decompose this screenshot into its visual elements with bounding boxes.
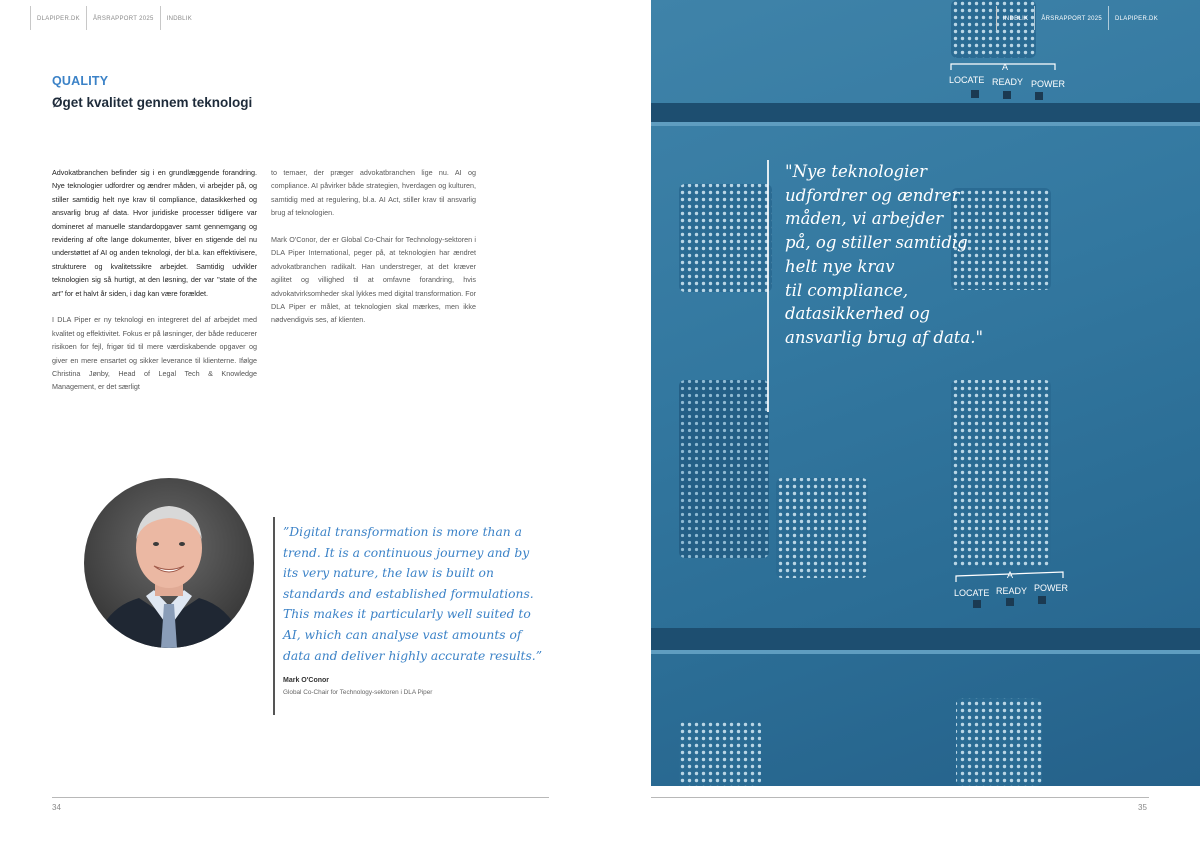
quote-rule-right bbox=[767, 160, 769, 412]
quote-author-role: Global Co-Chair for Technology-sektoren i DLA Piper bbox=[283, 689, 433, 696]
page-number-right: 35 bbox=[1138, 803, 1147, 812]
svg-text:LOCATE: LOCATE bbox=[954, 588, 990, 598]
paragraph: Advokatbranchen befinder sig i en grundlæggende forandring. Nye teknologier udfordrer og ændrer måden, vi arbejder på, og stiller samtidig helt nye krav til compliance, datasikkerhed og ansvarlig brug af data. Hvor juridiske processer tidligere var domineret af manuelle standardopgaver samt gennemgang og revidering af ofte lange dokumenter, bliver en stigende del nu understøttet af AI og anden teknologi, der bl.a. kan effektivisere, strukturere og kvalitetssikre arbejdet. Samtidig udvikler teknologien sig så hurtigt, at den løsning, der var "state of the art" for et halvt år siden, i dag kan være forældet. bbox=[52, 168, 257, 298]
body-column-2 bbox=[271, 166, 476, 340]
svg-text:READY: READY bbox=[996, 586, 1028, 596]
section-kicker: QUALITY bbox=[52, 74, 109, 88]
paragraph: Mark O'Conor, der er Global Co-Chair for Technology-sektoren i DLA Piper International, peger på, at teknologien har ændret advokatbranchen radikalt. Han understreger, at det kræver agilitet og villighed til at omfavne forandring, hvis advokatvirksomheder skal lykkes med digital transformation. For DLA Piper er målet, at teknologien skal mærkes, men ikke nødvendigvis ses, af klienten. bbox=[271, 235, 476, 325]
pull-quote-right: "Nye teknologier udfordrer og ændrer måden, vi arbejder på, og stiller samtidig helt nye krav til compliance, datasikkerhed og ansvarlig brug af data." bbox=[785, 162, 984, 347]
header-item-site: DLAPIPER.DK bbox=[1108, 6, 1164, 30]
paragraph: I DLA Piper er ny teknologi en integreret del af arbejdet med kvalitet og effektivitet. Fokus er på løsninger, der både reducerer risikoen for fejl, frigør tid til mere værdiskabende opgaver og giver en mere ensartet og sikker leverance til klienterne. Ifølge Christina Jønby, Head of Legal Tech & Knowledge Management, er det særligt bbox=[52, 315, 257, 392]
svg-text:POWER: POWER bbox=[1034, 583, 1069, 593]
header-item-section: INDBLIK bbox=[996, 6, 1034, 30]
svg-text:POWER: POWER bbox=[1031, 79, 1066, 89]
footer-divider-left bbox=[52, 797, 549, 798]
quote-author-name: Mark O'Conor bbox=[283, 677, 330, 684]
quote-rule bbox=[273, 517, 275, 715]
page-number-left: 34 bbox=[52, 803, 61, 812]
header-nav-left bbox=[30, 6, 198, 26]
panel-label-a: A bbox=[1002, 62, 1009, 72]
server-rack-photo bbox=[651, 0, 1200, 786]
header-item-site: DLAPIPER.DK bbox=[30, 6, 86, 30]
svg-text:LOCATE: LOCATE bbox=[949, 75, 985, 85]
body-column-1 bbox=[52, 166, 257, 407]
footer-divider-right bbox=[651, 797, 1149, 798]
svg-text:READY: READY bbox=[992, 77, 1024, 87]
pull-quote: ”Digital transformation is more than a trend. It is a continuous journey and by its very nature, the law is built on standards and established formulations. This makes it particularly well suited to AI, which can analyse vast amounts of data and deliver highly accurate results.” bbox=[283, 525, 543, 663]
header-item-report: ÅRSRAPPORT 2025 bbox=[1034, 6, 1108, 30]
page-title: Øget kvalitet gennem teknologi bbox=[52, 95, 253, 110]
paragraph: to temaer, der præger advokatbranchen lige nu. AI og compliance. AI påvirker både strategien, hverdagen og kulturen, samtidig med at regulering, bl.a. AI Act, stiller krav til ansvarlig brug af teknologien. bbox=[271, 168, 476, 218]
header-nav-right bbox=[996, 6, 1164, 26]
header-item-report: ÅRSRAPPORT 2025 bbox=[86, 6, 160, 30]
header-item-section: INDBLIK bbox=[160, 6, 198, 30]
svg-text:A: A bbox=[1007, 570, 1014, 580]
portrait-photo bbox=[84, 478, 254, 648]
